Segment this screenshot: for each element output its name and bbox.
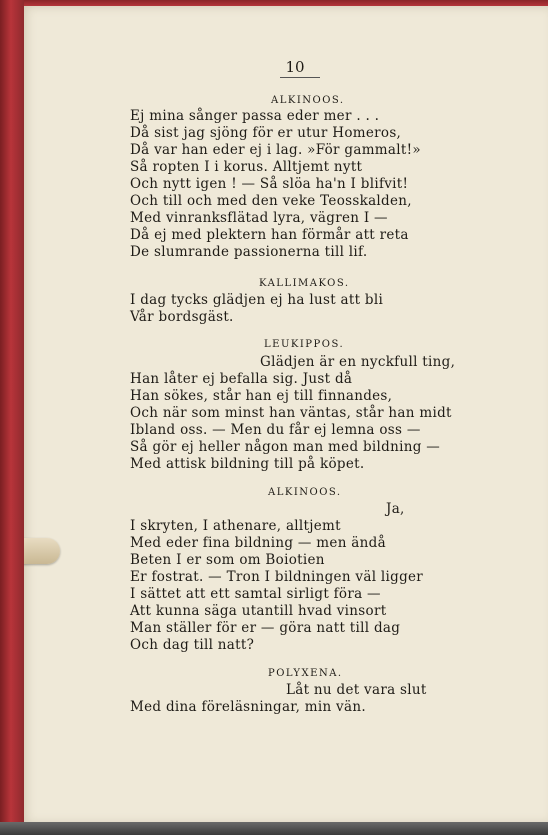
verse-line: De slumrande passionerna till lif.	[130, 244, 368, 260]
speaker-name: KALLIMAKOS.	[259, 278, 350, 289]
page-number: 10	[285, 58, 305, 76]
verse-line: Med eder fina bildning — men ändå	[130, 535, 386, 551]
verse-line: Vår bordsgäst.	[130, 309, 234, 325]
verse-line: Och nytt igen ! — Så slöa ha'n I blifvit!	[130, 176, 409, 192]
verse-line: Ej mina sånger passa eder mer . . .	[130, 108, 380, 124]
verse-line: Han låter ej befalla sig. Just då	[130, 371, 353, 387]
book-binding	[0, 0, 24, 835]
verse-line: Ibland oss. — Men du får ej lemna oss —	[130, 422, 421, 438]
verse-line: Med attisk bildning till på köpet.	[130, 456, 365, 472]
verse-line: Att kunna säga utantill hvad vinsort	[130, 603, 387, 619]
speaker-name: LEUKIPPOS.	[264, 339, 345, 350]
page-number-rule	[280, 77, 320, 78]
verse-line: Med dina föreläsningar, min vän.	[130, 699, 366, 715]
verse-line: Glädjen är en nyckfull ting,	[260, 354, 456, 370]
verse-line: I sättet att ett samtal sirligt föra —	[130, 586, 381, 602]
book-cover-bottom-edge	[0, 822, 548, 835]
verse-line: Er fostrat. — Tron I bildningen väl ligger	[130, 569, 424, 585]
verse-line: Med vinranksflätad lyra, vägren I —	[130, 210, 388, 226]
verse-line: Beten I er som om Boiotien	[130, 552, 325, 568]
speaker-name: ALKINOOS.	[268, 487, 342, 498]
verse-line: Då ej med plektern han förmår att reta	[130, 227, 409, 243]
verse-line: Och dag till natt?	[130, 637, 255, 653]
speaker-name: POLYXENA.	[268, 668, 343, 679]
verse-line: Så ropten I i korus. Alltjemt nytt	[130, 159, 363, 175]
verse-line: Man ställer för er — göra natt till dag	[130, 620, 401, 636]
verse-line: Låt nu det vara slut	[286, 682, 427, 698]
verse-line: Ja,	[386, 501, 405, 517]
bookmark-ribbon	[20, 538, 60, 564]
verse-line: Då var han eder ej i lag. »För gammalt!»	[130, 142, 421, 158]
verse-line: Och när som minst han väntas, står han midt	[130, 405, 452, 421]
speaker-name: ALKINOOS.	[271, 95, 345, 106]
verse-line: Så gör ej heller någon man med bildning —	[130, 439, 441, 455]
verse-line: I skryten, I athenare, alltjemt	[130, 518, 341, 534]
verse-line: Och till och med den veke Teosskalden,	[130, 193, 412, 209]
verse-line: Då sist jag sjöng för er utur Homeros,	[130, 125, 402, 141]
verse-line: Han sökes, står han ej till finnandes,	[130, 388, 393, 404]
verse-line: I dag tycks glädjen ej ha lust att bli	[130, 292, 384, 308]
